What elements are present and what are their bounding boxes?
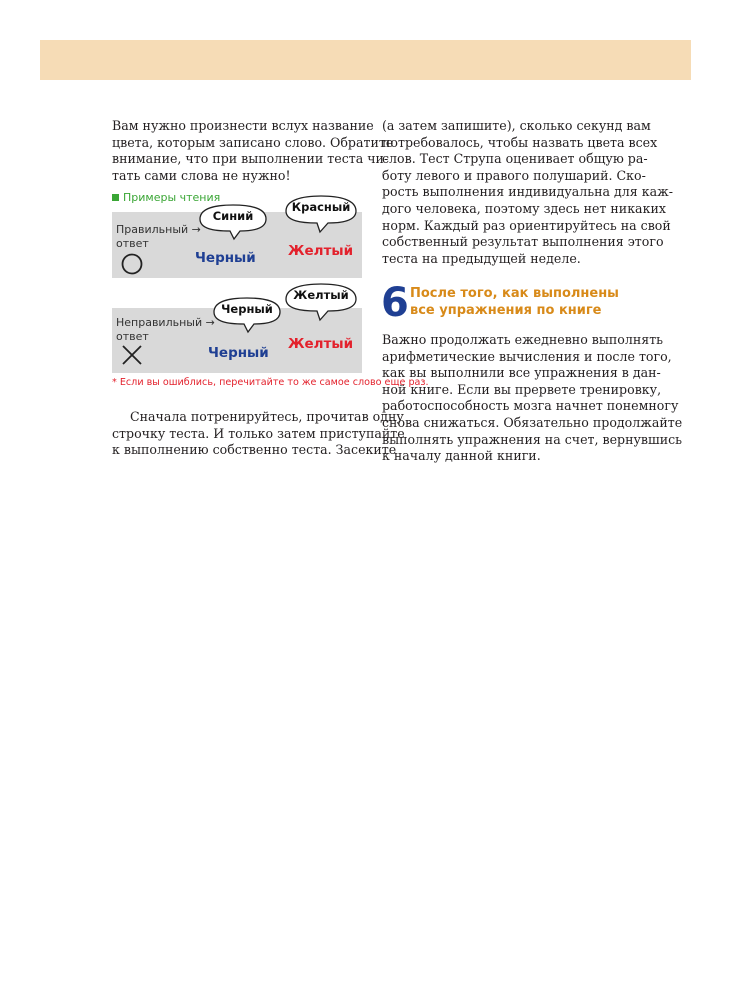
square-bullet-icon	[112, 194, 119, 201]
text-line: потребовалось, чтобы назвать цвета всех	[382, 134, 658, 150]
wrong-label-line1: Неправильный	[116, 316, 203, 329]
practice-paragraph	[112, 409, 405, 459]
examples-title-text: Примеры чтения	[123, 191, 221, 204]
correct-label-line2: ответ	[116, 237, 149, 250]
text-line: собственный результат выполнения этого	[382, 234, 664, 250]
text-line: строчку теста. И только затем приступайте	[112, 425, 405, 441]
correct-label	[116, 223, 201, 251]
text-line: выполнять упражнения на счет, вернувшись	[382, 431, 683, 447]
section-title-line1: После того, как выполнены	[410, 286, 619, 301]
text-line: как вы выполнили все упражнения в дан-	[382, 365, 661, 381]
text-line: (а затем запишите), сколько секунд вам	[382, 118, 651, 133]
bubble-word: Черный	[221, 302, 273, 316]
text-line: цвета, которым записано слово. Обратите	[112, 134, 394, 150]
text-line: боту левого и правого полушарий. Ско-	[382, 167, 646, 183]
correct-label-line1: Правильный	[116, 223, 189, 236]
text-line: теста на предыдущей неделе.	[382, 250, 581, 266]
intro-paragraph	[112, 118, 394, 184]
wrong-example-panel	[112, 288, 362, 373]
word-blue: Черный	[208, 345, 269, 361]
word-red: Желтый	[288, 243, 354, 259]
text-line: внимание, что при выполнении теста чи-	[112, 151, 389, 167]
circle-icon	[120, 252, 144, 276]
correct-example-panel	[112, 200, 362, 278]
text-line: к выполнению собственно теста. Засеките	[112, 442, 397, 458]
text-line: Важно продолжать ежедневно выполнять	[382, 332, 664, 347]
right-paragraph	[382, 118, 673, 267]
arrow-icon: →	[205, 316, 215, 329]
bubble-word: Желтый	[293, 288, 349, 302]
section-number: 6	[381, 280, 409, 326]
bubble-word: Красный	[291, 200, 351, 214]
text-line: тать сами слова не нужно!	[112, 167, 291, 183]
error-note: * Если вы ошиблись, перечитайте то же самое слово еще раз.	[112, 377, 429, 388]
word-blue: Черный	[195, 250, 256, 266]
wrong-label-line2: ответ	[116, 330, 149, 343]
text-line: Вам нужно произнести вслух название	[112, 118, 374, 133]
header-band	[40, 40, 691, 80]
text-line: слов. Тест Струпа оценивает общую ра-	[382, 151, 648, 167]
wrong-label	[116, 316, 215, 344]
text-line: снова снижаться. Обязательно продолжайте	[382, 414, 683, 430]
section-paragraph	[382, 332, 683, 465]
text-line: к началу данной книги.	[382, 448, 541, 464]
cross-icon	[120, 343, 144, 367]
arrow-icon: →	[191, 223, 201, 236]
text-line: норм. Каждый раз ориентируйтесь на свой	[382, 217, 671, 233]
text-line: арифметические вычисления и после того,	[382, 348, 672, 364]
section-title-line2: все упражнения по книге	[410, 303, 602, 318]
text-line: дого человека, поэтому здесь нет никаких	[382, 200, 666, 216]
text-line: ной книге. Если вы прервете тренировку,	[382, 381, 662, 397]
section-title	[410, 285, 640, 319]
text-line: работоспособность мозга начнет понемногу	[382, 398, 679, 414]
text-line: рость выполнения индивидуальна для каж-	[382, 184, 673, 200]
word-red: Желтый	[288, 336, 354, 352]
bubble-word: Синий	[212, 209, 254, 223]
text-line: Сначала потренируйтесь, прочитав одну	[130, 409, 404, 424]
